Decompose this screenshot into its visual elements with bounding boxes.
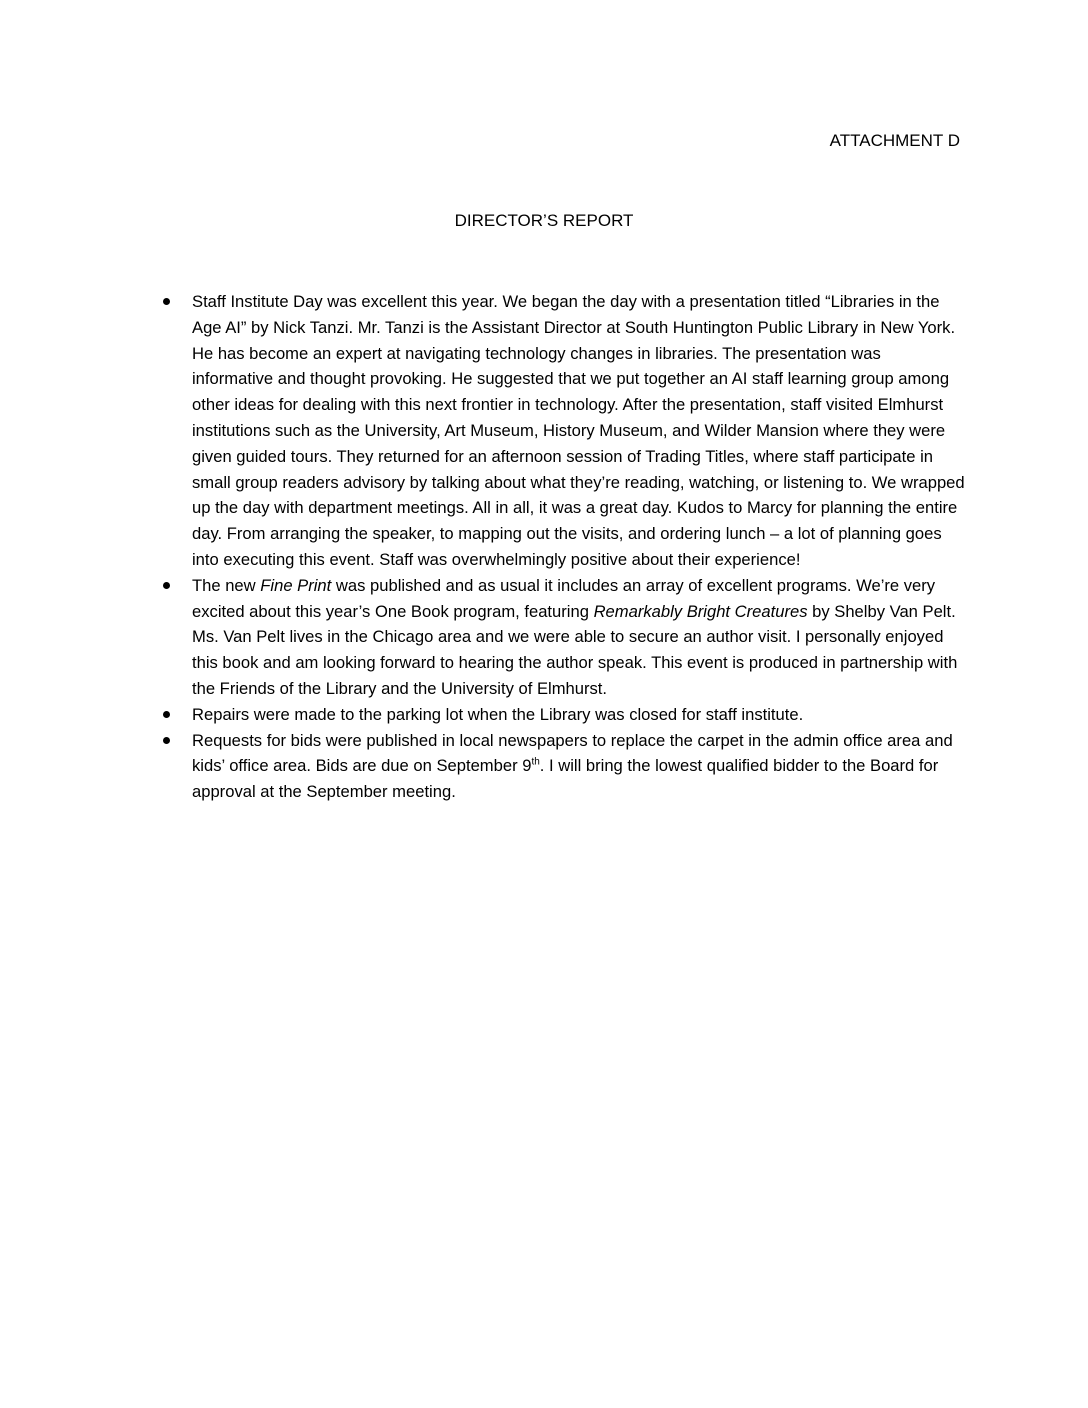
bullet-icon xyxy=(163,711,170,718)
book-title: Remarkably Bright Creatures xyxy=(593,601,808,621)
bullet-text xyxy=(192,728,966,805)
attachment-label: ATTACHMENT D xyxy=(829,131,960,150)
publication-title: Fine Print xyxy=(260,575,332,595)
bullet-text xyxy=(192,573,966,702)
list-item xyxy=(192,728,966,805)
list-item xyxy=(192,702,966,728)
list-item xyxy=(192,289,966,573)
text-segment: was published and as usual it includes an array of excellent programs. We’re very excited about this year’s One Book program, featuring xyxy=(192,575,936,621)
text-segment: The new xyxy=(192,575,261,595)
bullet-list xyxy=(192,289,966,805)
bullet-text: Staff Institute Day was excellent this year. We began the day with a presentation titled “Libraries in the Age AI” by Nick Tanzi. Mr. Tanzi is the Assistant Director at South Huntington Public Library in New York. He has become an expert at navigating technology changes in libraries. The presentation was informative and thought provoking. He suggested that we put together an AI staff learning group among other ideas for dealing with this next frontier in technology. After the presentation, staff visited Elmhurst institutions such as the University, Art Museum, History Museum, and Wilder Mansion where they were given guided tours. They returned for an afternoon session of Trading Titles, where staff participate in small group readers advisory by talking about what they’re reading, watching, or listening to. We wrapped up the day with department meetings. All in all, it was a great day. Kudos to Marcy for planning the entire day. From arranging the speaker, to mapping out the visits, and ordering lunch – a lot of planning goes into executing this event. Staff was overwhelmingly positive about their experience! xyxy=(192,292,965,569)
bullet-icon xyxy=(163,298,170,305)
bullet-text: Repairs were made to the parking lot when the Library was closed for staff institute. xyxy=(192,704,804,724)
text-segment: by Shelby Van Pelt. Ms. Van Pelt lives in the Chicago area and we were able to secure an author visit. I personally enjoyed this book and am looking forward to hearing the author speak. This event is produced in partnership with the Friends of the Library and the University of Elmhurst. xyxy=(192,601,958,698)
text-segment: Requests for bids were published in local newspapers to replace the carpet in the admin office area and kids’ office area. Bids are due on September 9 xyxy=(192,730,953,776)
ordinal-suffix: th xyxy=(531,756,540,768)
list-item xyxy=(192,573,966,702)
bullet-icon xyxy=(163,737,170,744)
bullet-icon xyxy=(163,582,170,589)
page-title: DIRECTOR’S REPORT xyxy=(454,211,634,230)
text-segment: . I will bring the lowest qualified bidder to the Board for approval at the September meeting. xyxy=(192,756,939,802)
